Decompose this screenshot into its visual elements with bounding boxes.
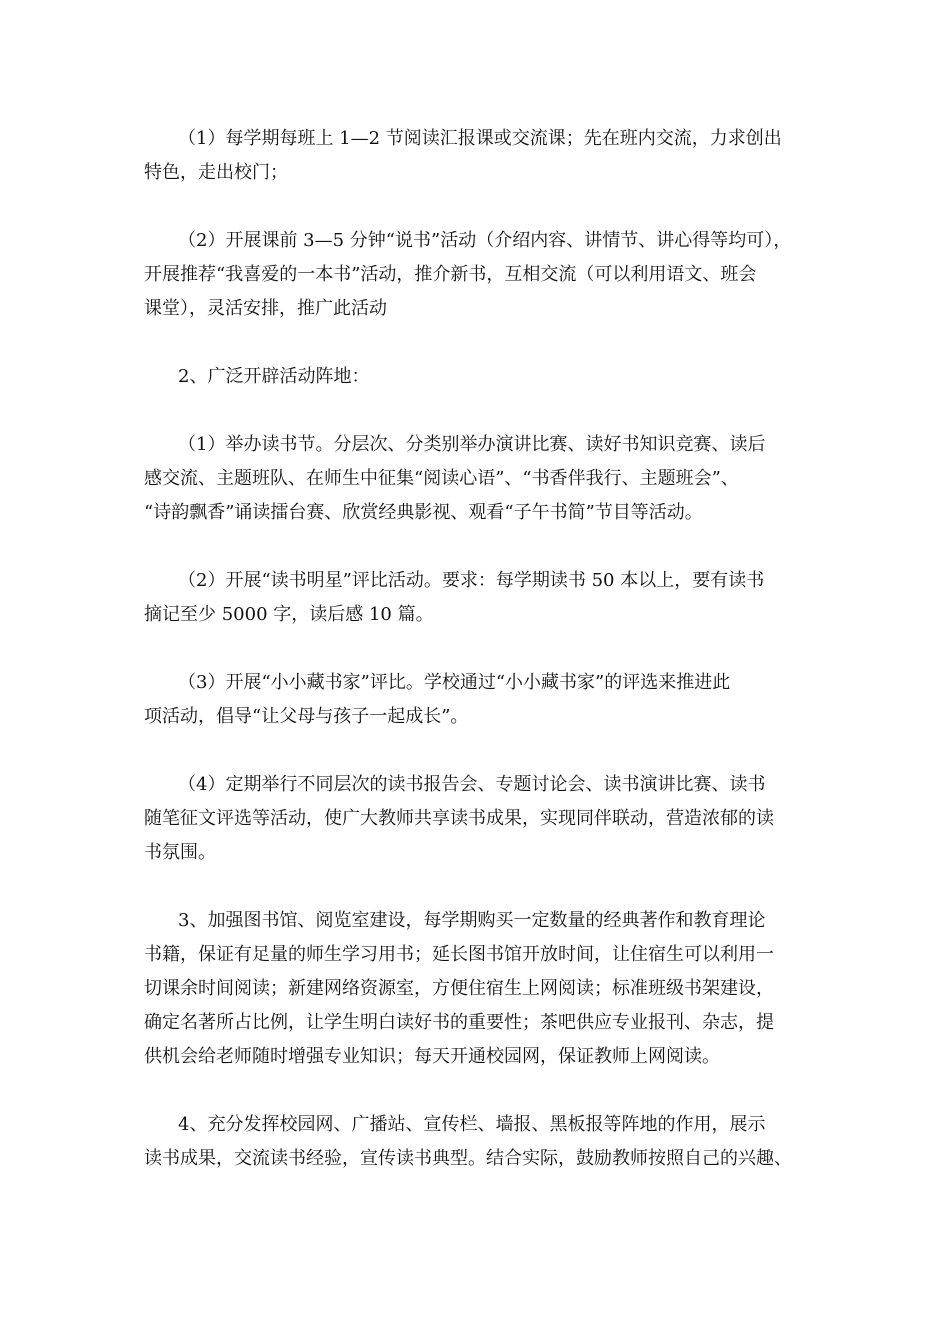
paragraph-line: 特色，走出校门；	[144, 162, 288, 183]
paragraph-line: “诗韵飘香”诵读擂台赛、欣赏经典影视、观看“子午书简”节目等活动。	[144, 502, 703, 523]
paragraph-line: （4）定期举行不同层次的读书报告会、专题讨论会、读书演讲比赛、读书	[178, 774, 766, 795]
paragraph	[144, 904, 808, 1074]
paragraph-line: 随笔征文评选等活动，使广大教师共享读书成果，实现同伴联动，营造浓郁的读	[144, 808, 774, 829]
paragraph-line: （1）举办读书节。分层次、分类别举办演讲比赛、读好书知识竞赛、读后	[178, 434, 766, 455]
paragraph	[144, 428, 808, 530]
paragraph	[144, 666, 808, 734]
paragraph-line: 确定名著所占比例，让学生明白读好书的重要性；茶吧供应专业报刊、杂志，提	[144, 1012, 774, 1033]
paragraph	[144, 122, 808, 190]
paragraph	[144, 564, 808, 632]
paragraph-line: （1）每学期每班上 1—2 节阅读汇报课或交流课；先在班内交流，力求创出	[178, 128, 782, 149]
paragraph-line: 书氛围。	[144, 842, 216, 863]
paragraph-line: （2）开展课前 3—5 分钟“说书”活动（介绍内容、讲情节、讲心得等均可），	[178, 230, 792, 251]
paragraph-line: 3、加强图书馆、阅览室建设，每学期购买一定数量的经典著作和教育理论	[178, 910, 766, 931]
paragraph-line: 项活动，倡导“让父母与孩子一起成长”。	[144, 706, 469, 727]
document-body	[144, 122, 808, 1210]
paragraph-line: 感交流、主题班队、在师生中征集“阅读心语”、“书香伴我行、主题班会”、	[144, 468, 739, 489]
paragraph-line: 切课余时间阅读；新建网络资源室，方便住宿生上网阅读；标准班级书架建设，	[144, 978, 774, 999]
paragraph-line: 书籍，保证有足量的师生学习用书；延长图书馆开放时间，让住宿生可以利用一	[144, 944, 774, 965]
paragraph-line: 读书成果，交流读书经验，宣传读书典型。结合实际，鼓励教师按照自己的兴趣、	[144, 1148, 792, 1169]
paragraph-line: 开展推荐“我喜爱的一本书”活动，推介新书，互相交流（可以利用语文、班会	[144, 264, 757, 285]
paragraph	[144, 768, 808, 870]
paragraph-line: （3）开展“小小藏书家”评比。学校通过“小小藏书家”的评选来推进此	[178, 672, 731, 693]
paragraph-line: 课堂），灵活安排，推广此活动	[144, 298, 387, 319]
paragraph	[144, 224, 808, 326]
paragraph-line: 2、广泛开辟活动阵地：	[178, 366, 370, 387]
paragraph	[144, 360, 808, 394]
paragraph-line: 摘记至少 5000 字，读后感 10 篇。	[144, 604, 434, 625]
paragraph-line: 4、充分发挥校园网、广播站、宣传栏、墙报、黑板报等阵地的作用，展示	[178, 1114, 766, 1135]
paragraph-line: 供机会给老师随时增强专业知识；每天开通校园网，保证教师上网阅读。	[144, 1046, 720, 1067]
paragraph-line: （2）开展“读书明星”评比活动。要求：每学期读书 50 本以上，要有读书	[178, 570, 765, 591]
paragraph	[144, 1108, 808, 1176]
